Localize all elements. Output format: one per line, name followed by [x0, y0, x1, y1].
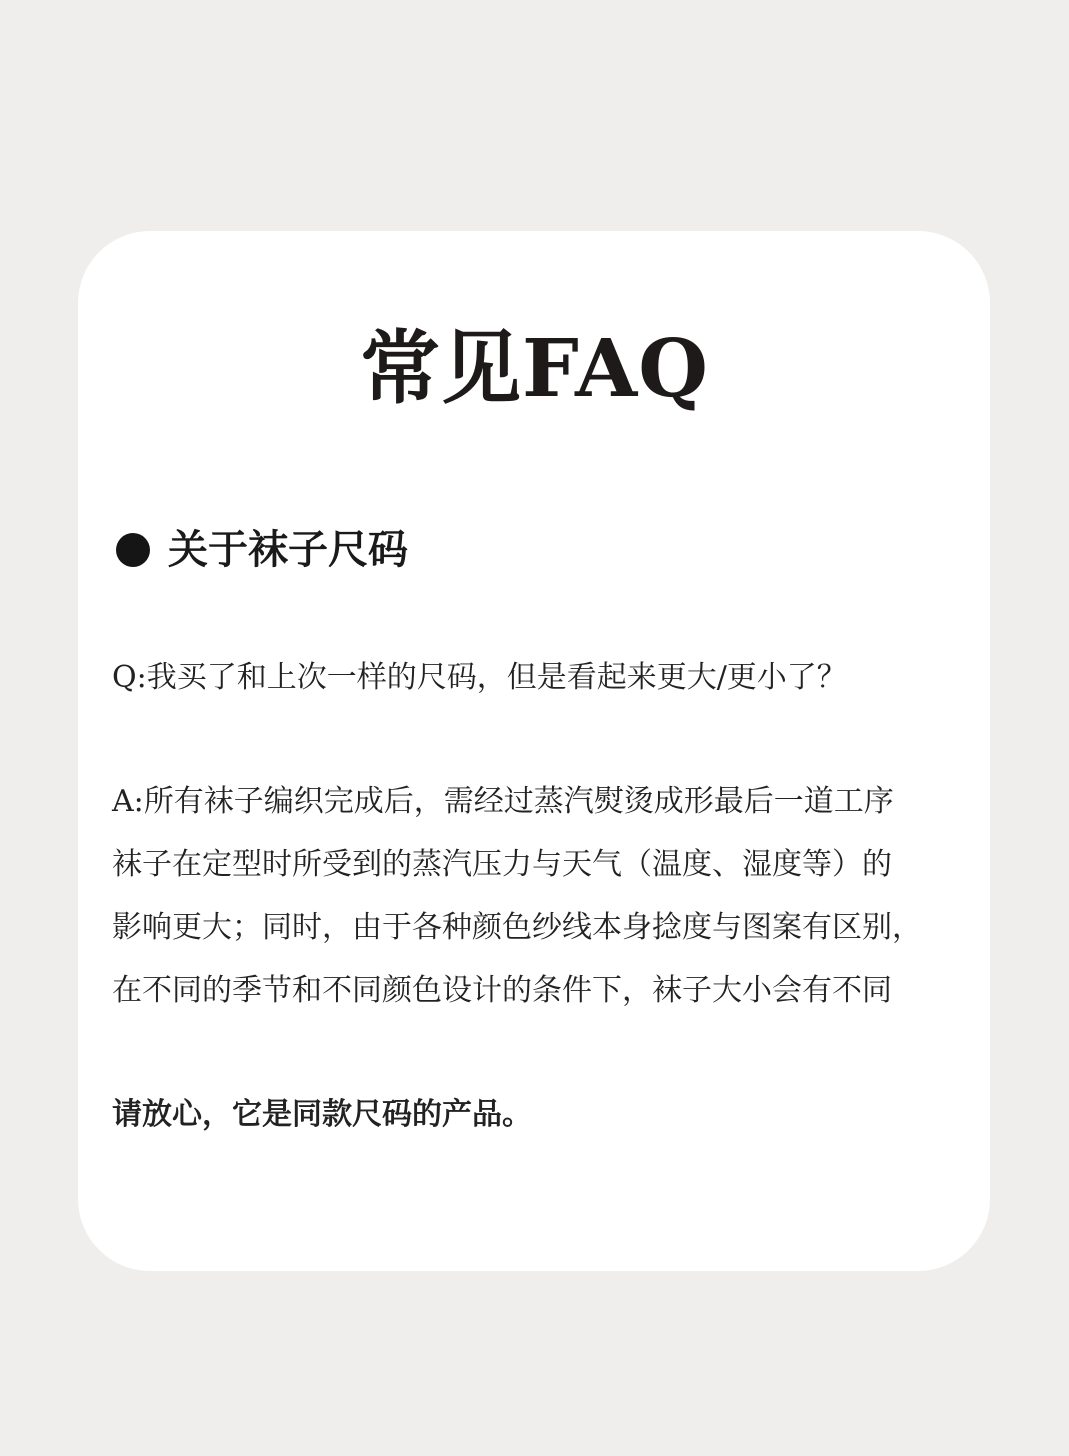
- answer-line: 影响更大；同时，由于各种颜色纱线本身捻度与图案有区别，: [112, 910, 922, 945]
- answer-line: 袜子在定型时所受到的蒸汽压力与天气（温度、湿度等）的: [112, 847, 892, 882]
- closing-text: 请放心，它是同款尺码的产品。: [112, 1097, 532, 1132]
- section-heading: [116, 522, 408, 578]
- answer-text: [112, 780, 922, 1032]
- section-title: 关于袜子尺码: [168, 527, 408, 573]
- page-title: 常见FAQ: [360, 321, 709, 415]
- question-text: Q:我买了和上次一样的尺码，但是看起来更大/更小了？: [112, 660, 847, 695]
- answer-line: 在不同的季节和不同颜色设计的条件下，袜子大小会有不同: [112, 973, 892, 1008]
- answer-line: A:所有袜子编织完成后，需经过蒸汽熨烫成形最后一道工序: [112, 784, 894, 819]
- bullet-icon: [116, 533, 150, 567]
